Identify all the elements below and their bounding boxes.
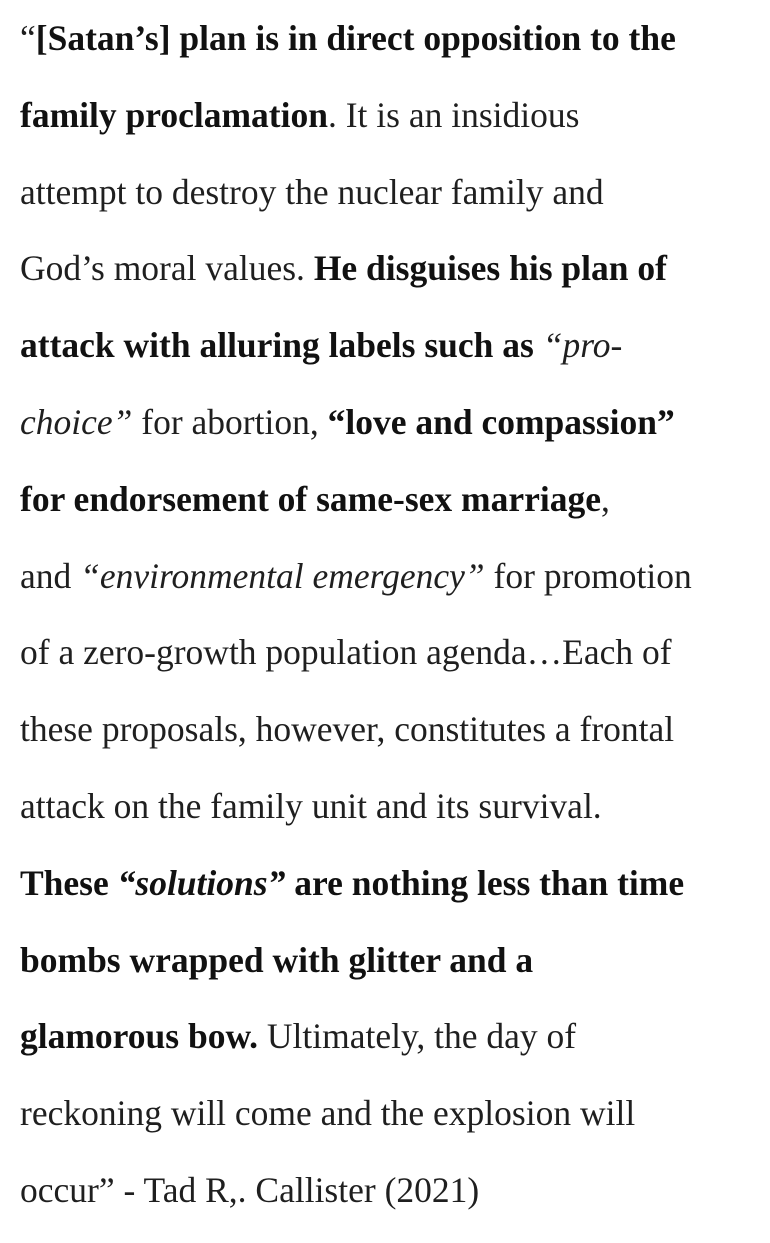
- quote-line-2: [20, 91, 760, 168]
- opening-quote-mark: “: [20, 18, 36, 58]
- quote-block: [20, 14, 760, 1243]
- plain-text: attack on the family unit and its survival.: [20, 785, 602, 826]
- plain-text: attempt to destroy the nuclear family and: [20, 171, 604, 212]
- bold-text: “love and compassion”: [327, 401, 675, 442]
- quote-line-10: [20, 705, 760, 782]
- bold-text: glamorous bow.: [20, 1016, 259, 1057]
- bold-text: attack with alluring labels such as: [20, 325, 543, 366]
- quote-line-6: [20, 398, 760, 475]
- quote-line-15: [20, 1089, 760, 1166]
- plain-text: Ultimately, the day of: [258, 1016, 577, 1057]
- bold-text: bombs wrapped with glitter and a: [20, 939, 534, 980]
- italic-text: “pro-: [542, 325, 623, 366]
- quote-line-11: [20, 782, 760, 859]
- quote-line-14: [20, 1012, 760, 1089]
- quote-line-16: [20, 1166, 760, 1243]
- plain-text: God’s moral values.: [20, 248, 314, 289]
- plain-text: ,: [600, 478, 610, 519]
- italic-text: choice”: [20, 401, 133, 442]
- plain-text: and: [20, 555, 81, 596]
- italic-text: “environmental emergency”: [80, 555, 485, 596]
- quote-line-7: [20, 475, 760, 552]
- attribution-text: occur” - Tad R,. Callister (2021): [20, 1169, 480, 1210]
- bold-text: family proclamation: [20, 94, 328, 135]
- plain-text: of a zero-growth population agenda…Each of: [20, 632, 672, 673]
- quote-line-4: [20, 244, 760, 321]
- quote-line-1: [20, 14, 760, 91]
- plain-text: for abortion,: [132, 401, 328, 442]
- plain-text: . It is an insidious: [327, 94, 580, 135]
- plain-text: for promotion: [484, 555, 692, 596]
- quote-line-5: [20, 321, 760, 398]
- plain-text: reckoning will come and the explosion will: [20, 1093, 636, 1134]
- bold-text: These: [20, 862, 118, 903]
- bold-text: for endorsement of same-sex marriage: [20, 478, 601, 519]
- bold-text: are nothing less than time: [285, 862, 685, 903]
- bold-italic-text: “solutions”: [117, 862, 286, 903]
- quote-line-9: [20, 628, 760, 705]
- quote-line-3: [20, 168, 760, 245]
- bold-text: [Satan’s] plan is in direct opposition to the: [35, 18, 676, 58]
- bold-text: He disguises his plan of: [313, 248, 667, 289]
- plain-text: these proposals, however, constitutes a frontal: [20, 709, 675, 750]
- quote-line-8: [20, 552, 760, 629]
- quote-line-13: [20, 936, 760, 1013]
- quote-line-12: [20, 859, 760, 936]
